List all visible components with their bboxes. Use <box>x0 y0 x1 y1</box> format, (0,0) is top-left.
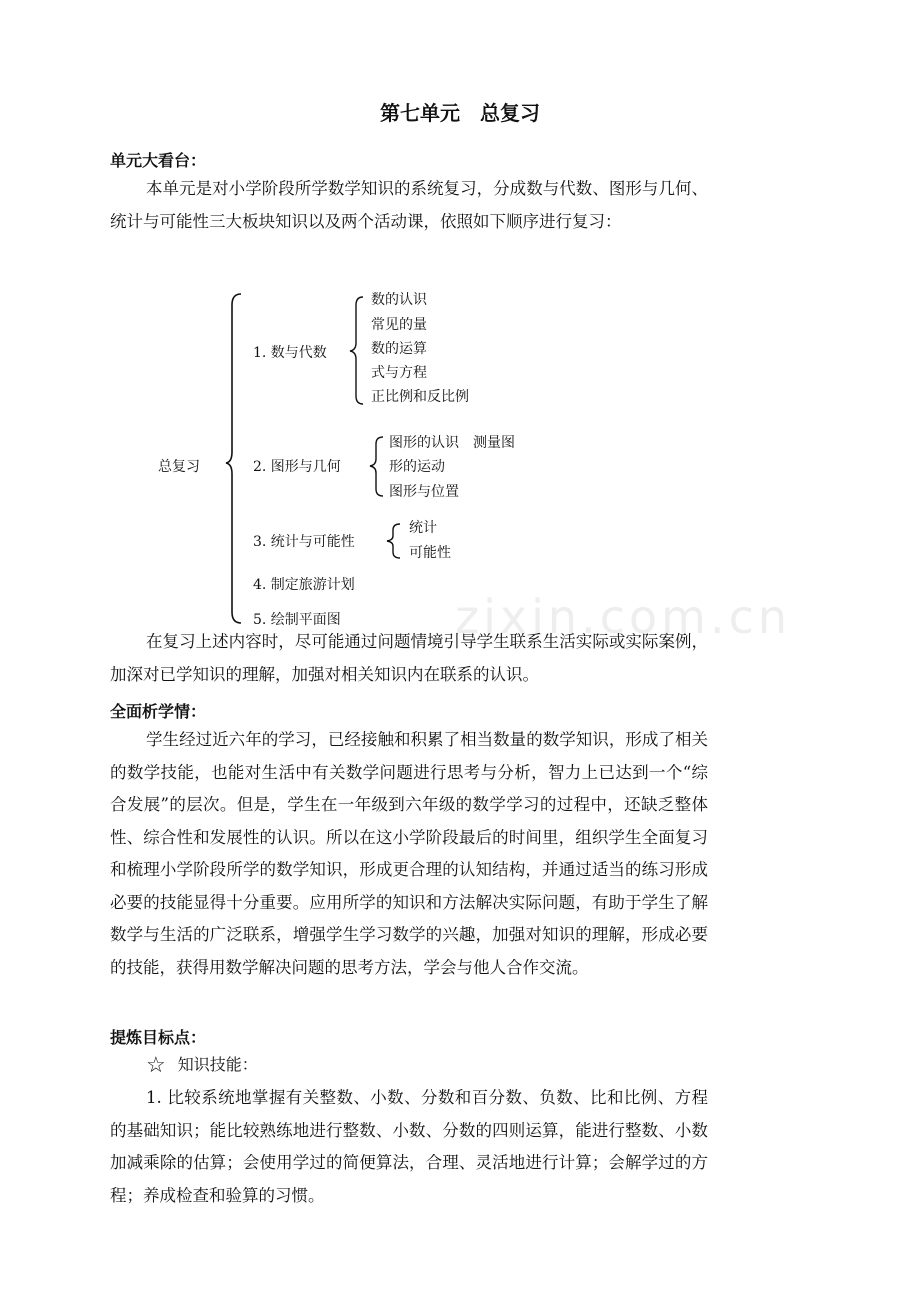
tree-braces <box>0 0 920 640</box>
branch3-item: 可能性 <box>409 545 451 561</box>
page-title: 第七单元 总复习 <box>380 101 540 125</box>
skill-subheading <box>146 1052 258 1078</box>
branch1-item: 正比例和反比例 <box>371 389 469 405</box>
branch4-label: 4. 制定旅游计划 <box>253 577 355 593</box>
branch1-label: 1. 数与代数 <box>253 345 327 361</box>
branch2-label: 2. 图形与几何 <box>253 459 341 475</box>
branch1-brace <box>350 297 363 404</box>
branch3-label: 3. 统计与可能性 <box>253 534 355 550</box>
goal-item-1 <box>110 1082 708 1212</box>
branch3-brace <box>387 524 400 558</box>
goal-item-1-text: 1. 比较系统地掌握有关整数、小数、分数和百分数、负数、比和比例、方程的基础知识；能比较熟练地进行整数、小数、分数的四则运算，能进行整数、小数加减乘除的估算；会使用学过的简便算法，合理、灵活地进行计算；会解学过的方程；养成检查和验算的习惯。 <box>110 1088 708 1205</box>
overview-intro-text: 本单元是对小学阶段所学数学知识的系统复习，分成数与代数、图形与几何、统计与可能性三大板块知识以及两个活动课，依照如下顺序进行复习： <box>110 179 708 231</box>
analysis-body-text: 学生经过近六年的学习，已经接触和积累了相当数量的数学知识，形成了相关的数学技能，也能对生活中有关数学问题进行思考与分析，智力上已达到一个“综合发展”的层次。但是，学生在一年级到六年级的数学学习的过程中，还缺乏整体性、综合性和发展性的认识。所以在这小学阶段最后的时间里，组织学生全面复习和梳理小学阶段所学的数学知识，形成更合理的认知结构，并通过适当的练习形成必要的技能显得十分重要。应用所学的知识和方法解决实际问题，有助于学生了解数学与生活的广泛联系，增强学生学习数学的兴趣，加强对知识的理解，形成必要的技能，获得用数学解决问题的思考方法，学会与他人合作交流。 <box>110 730 708 977</box>
goals-heading: 提炼目标点： <box>110 1028 207 1047</box>
branch1-item: 式与方程 <box>371 365 427 381</box>
skill-label: 知识技能： <box>177 1055 258 1074</box>
branch2-item: 图形与位置 <box>389 484 459 500</box>
branch5-label: 5. 绘制平面图 <box>253 612 341 628</box>
overview-closing-text: 在复习上述内容时，尽可能通过问题情境引导学生联系生活实际或实际案例，加深对已学知识的理解，加强对相关知识内在联系的认识。 <box>110 632 708 684</box>
watermark: zixin.com.cn <box>455 590 792 644</box>
tree-root: 总复习 <box>158 459 200 475</box>
branch2-brace <box>370 437 383 496</box>
branch2-item: 形的运动 <box>389 459 445 475</box>
overview-heading: 单元大看台： <box>110 151 207 170</box>
analysis-heading: 全面析学情： <box>110 702 207 721</box>
branch2-item: 图形的认识 测量图 <box>389 435 515 451</box>
branch1-item: 常见的量 <box>371 317 427 333</box>
star-icon: ☆ <box>146 1053 166 1078</box>
branch1-item: 数的运算 <box>371 341 427 357</box>
main-brace <box>226 294 241 623</box>
review-structure-tree <box>0 0 920 640</box>
branch3-item: 统计 <box>409 520 437 536</box>
analysis-body <box>110 724 708 984</box>
branch1-item: 数的认识 <box>371 292 427 308</box>
overview-closing <box>110 626 708 691</box>
